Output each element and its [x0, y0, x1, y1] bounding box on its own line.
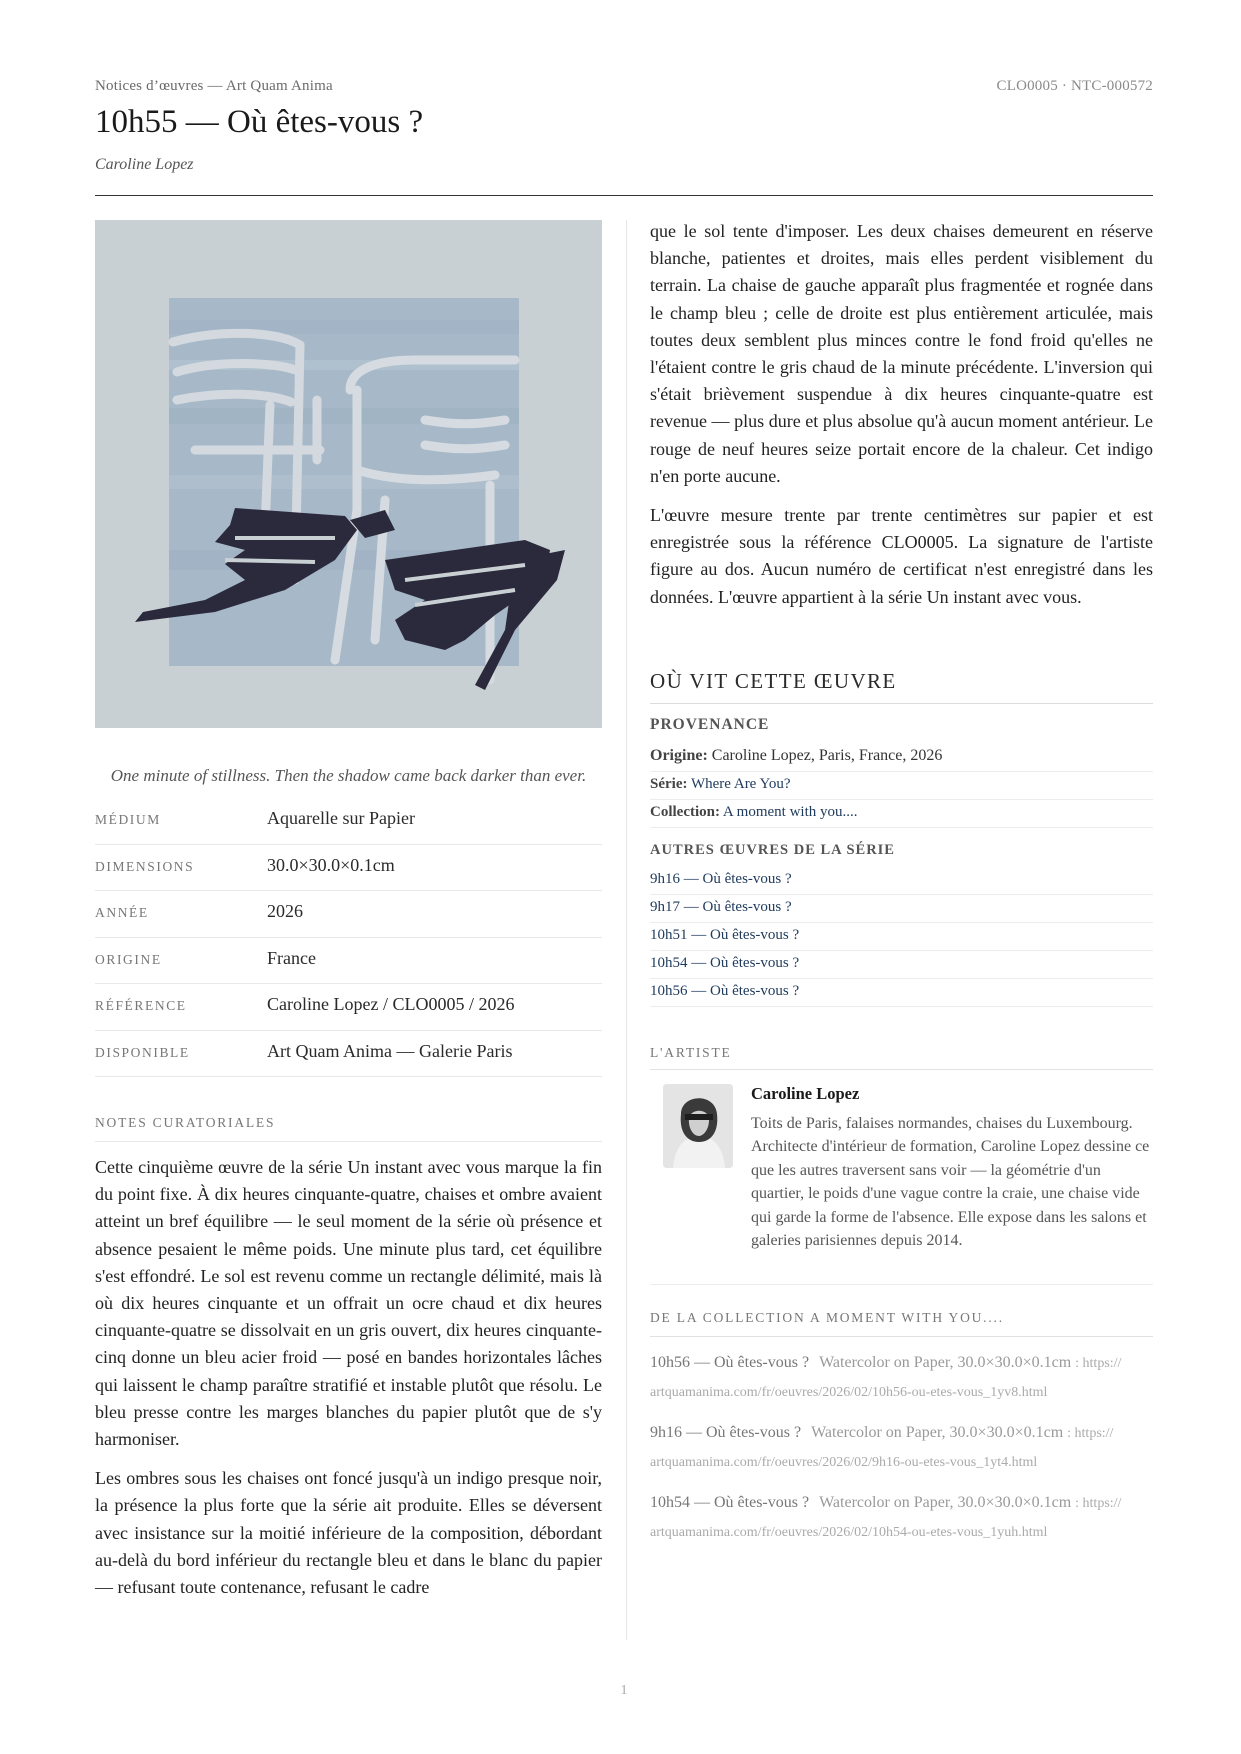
artwork-author: Caroline Lopez	[95, 156, 194, 173]
curatorial-paragraph: Les ombres sous les chaises ont foncé jusqu'à un indigo presque noir, la présence la plus forte que la série ait produite. Elles se déversent avec insistance sur la moitié inférieure de la composition, débordant au-delà du bord inférieur du rectangle bleu et dans le blanc du papier — refusant toute contenance, refusant le cadre	[95, 1468, 602, 1598]
spec-table	[95, 798, 602, 1077]
spec-value: 30.0×30.0×0.1cm	[267, 854, 395, 875]
page-title: 10h55 — Où êtes-vous ?	[95, 104, 424, 140]
column-divider	[626, 220, 627, 1640]
where-heading: OÙ VIT CETTE ŒUVRE	[650, 669, 1153, 704]
spec-key: DISPONIBLE	[95, 1044, 190, 1060]
publication-name: Notices d’œuvres — Art Quam Anima	[95, 78, 333, 94]
spec-value: Caroline Lopez / CLO0005 / 2026	[267, 994, 515, 1014]
other-works-heading: AUTRES ŒUVRES DE LA SÉRIE	[650, 841, 895, 858]
artwork-image	[95, 220, 602, 728]
header-divider	[95, 195, 1153, 196]
avatar	[663, 1084, 733, 1168]
watercolor-chairs-illustration	[95, 220, 602, 728]
curatorial-notes-heading: NOTES CURATORIALES	[95, 1115, 602, 1142]
artist-name: Caroline Lopez	[751, 1083, 860, 1103]
artwork-caption: One minute of stillness. Then the shadow came back darker than ever.	[110, 766, 587, 785]
provenance-origin	[650, 743, 1153, 772]
collection-item-medium: Watercolor on Paper, 30.0×30.0×0.1cm	[819, 1353, 1072, 1371]
collection-item-title[interactable]: 10h54 — Où êtes-vous ?	[650, 1493, 810, 1511]
other-work-link[interactable]: 9h16 — Où êtes-vous ?	[650, 867, 1153, 895]
collection-item-title[interactable]: 9h16 — Où êtes-vous ?	[650, 1423, 802, 1441]
spec-key: DIMENSIONS	[95, 858, 195, 874]
collection-item-url[interactable]: artquamanima.com/fr/oeuvres/2026/02/9h16-ou-etes-vous_1yt4.html	[650, 1454, 1038, 1470]
artist-card	[650, 1084, 1153, 1285]
artist-heading: L'ARTISTE	[650, 1045, 1153, 1070]
curatorial-paragraph: que le sol tente d'imposer. Les deux chaises demeurent en réserve blanche, patientes et droites, mais elles perdent visiblement du terrain. La chaise de gauche apparaît plus fragmentée et rognée dans le champ bleu ; celle de droite est plus entièrement articulée, mais toutes deux semblent plus minces contre le fond froid qu'elles ne l'étaient contre le gris chaud de la minute précédente. L'inversion qui s'était brièvement suspendue à dix heures cinquante-quatre est revenue — plus dure et plus absolue qu'à aucun moment antérieur. Le rouge de neuf heures seize portait encore de la chaleur. Cet indigo n'en porte aucune.	[650, 221, 1153, 486]
spec-value: Art Quam Anima — Galerie Paris	[267, 1040, 513, 1061]
other-work-link[interactable]: 10h54 — Où êtes-vous ?	[650, 951, 1153, 979]
series-label: Série:	[650, 775, 688, 792]
provenance-series	[650, 772, 1153, 800]
spec-key: RÉFÉRENCE	[95, 998, 187, 1013]
collection-item-url[interactable]: : https://	[1075, 1495, 1122, 1511]
spec-row-reference	[95, 984, 602, 1031]
collection-item-url[interactable]: artquamanima.com/fr/oeuvres/2026/02/10h56-ou-etes-vous_1yv8.html	[650, 1384, 1048, 1400]
right-column	[650, 220, 1153, 1547]
document-page	[95, 0, 1153, 1754]
origin-value: Caroline Lopez, Paris, France, 2026	[711, 746, 943, 764]
other-work-link[interactable]: 10h51 — Où êtes-vous ?	[650, 923, 1153, 951]
series-link[interactable]: Where Are You?	[690, 775, 791, 792]
spec-key: ANNÉE	[95, 905, 149, 920]
collection-label: Collection:	[650, 803, 720, 820]
collection-heading: DE LA COLLECTION A MOMENT WITH YOU....	[650, 1310, 1153, 1337]
curatorial-paragraph: Cette cinquième œuvre de la série Un instant avec vous marque la fin du point fixe. À dix heures cinquante-quatre, chaises et ombre avaient atteint un bref équilibre — le seul moment de la série où présence et absence pesaient le même poids. Une minute plus tard, cet équilibre s'est effondré. Le sol est revenu comme un rectangle délimité, mais là où dix heures cinquante et un offrait un ocre chaud et dix heures cinquante-quatre se dissolvait en un gris ouvert, dix heures cinquante-cinq donne un bleu acier froid — posé en bandes horizontales lâches qui laissent le champ paraître stratifié et instable plutôt que résolu. Le bleu presse contre les marges blanches du papier plutôt que de s'y harmoniser.	[95, 1157, 602, 1450]
spec-value: 2026	[267, 901, 303, 921]
provenance-heading: PROVENANCE	[650, 715, 770, 733]
spec-row-origin	[95, 938, 602, 985]
artist-portrait-icon	[663, 1084, 733, 1168]
collection-item-medium: Watercolor on Paper, 30.0×30.0×0.1cm	[819, 1493, 1072, 1511]
artwork-codes: CLO0005 · NTC-000572	[996, 78, 1153, 94]
provenance-collection	[650, 800, 1153, 828]
origin-label: Origine:	[650, 746, 708, 764]
other-work-link[interactable]: 10h56 — Où êtes-vous ?	[650, 979, 1153, 1007]
spec-key: MÉDIUM	[95, 812, 161, 827]
spec-value: France	[267, 947, 316, 968]
spec-row-dimensions	[95, 845, 602, 892]
spec-row-medium	[95, 798, 602, 845]
spec-row-year	[95, 891, 602, 938]
collection-item-title[interactable]: 10h56 — Où êtes-vous ?	[650, 1353, 810, 1371]
page-number: 1	[620, 1683, 628, 1698]
collection-item-url[interactable]: : https://	[1067, 1425, 1114, 1441]
artist-bio: Toits de Paris, falaises normandes, chaises du Luxembourg. Architecte d'intérieur de formation, Caroline Lopez dessine ce que les autres traversent sans voir — la géométrie d'un quartier, le poids d'une vague contre la craie, une chaise vide qui garde la forme de l'absence. Elle expose dans les salons et galeries parisiennes depuis 2014.	[751, 1114, 1150, 1250]
left-column	[95, 220, 602, 1601]
spec-row-available	[95, 1031, 602, 1078]
collection-link[interactable]: A moment with you....	[722, 803, 858, 820]
curatorial-paragraph: L'œuvre mesure trente par trente centimètres sur papier et est enregistrée sous la référence CLO0005. La signature de l'artiste figure au dos. Aucun numéro de certificat n'est enregistré dans les données. L'œuvre appartient à la série Un instant avec vous.	[650, 505, 1153, 607]
collection-item-url[interactable]: : https://	[1075, 1355, 1122, 1371]
collection-item[interactable]	[650, 1419, 1153, 1477]
spec-value: Aquarelle sur Papier	[267, 808, 415, 828]
collection-item-medium: Watercolor on Paper, 30.0×30.0×0.1cm	[811, 1423, 1064, 1441]
collection-item[interactable]	[650, 1489, 1153, 1547]
other-work-link[interactable]: 9h17 — Où êtes-vous ?	[650, 895, 1153, 923]
collection-item-url[interactable]: artquamanima.com/fr/oeuvres/2026/02/10h54-ou-etes-vous_1yuh.html	[650, 1524, 1048, 1540]
spec-key: ORIGINE	[95, 951, 162, 967]
collection-item[interactable]	[650, 1349, 1153, 1407]
